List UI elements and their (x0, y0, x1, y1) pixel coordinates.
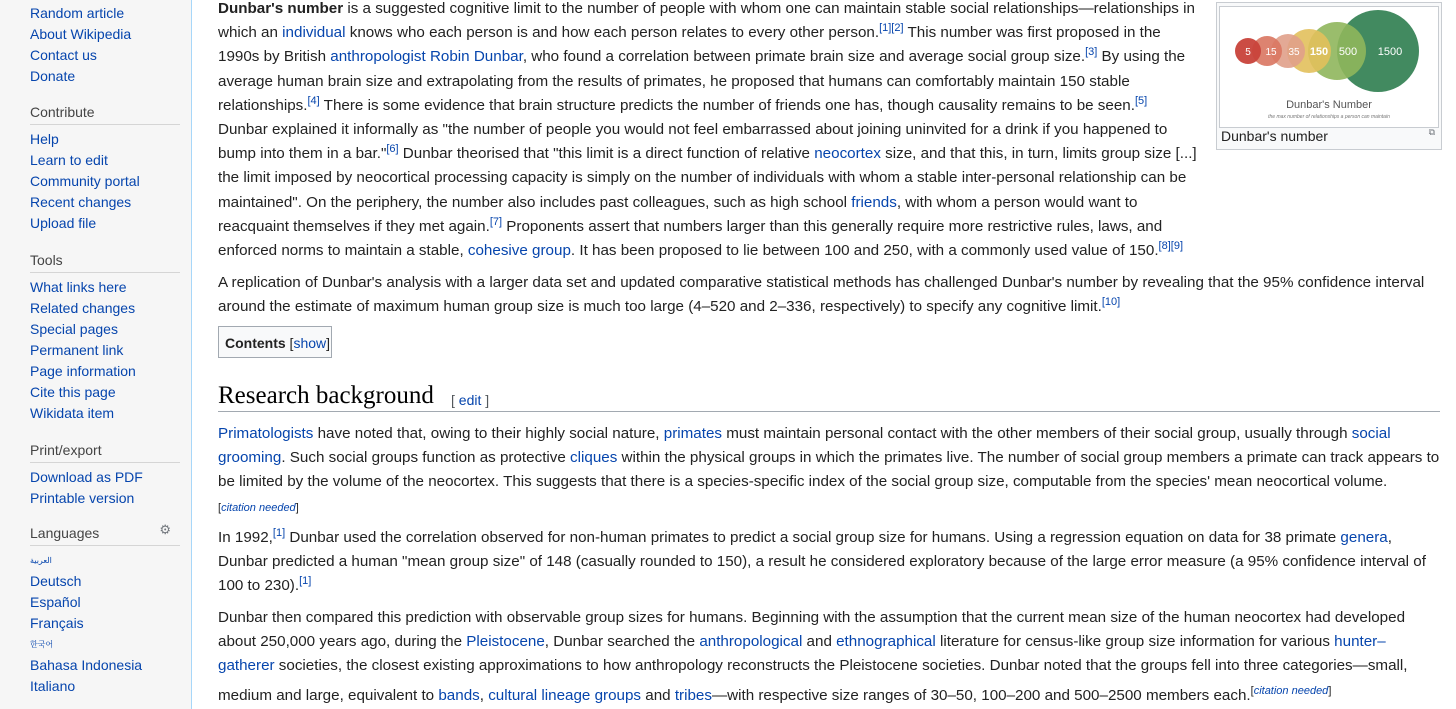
intro-paragraph-2: A replication of Dunbar's analysis with a larger data set and updated comparative statistical methods has challenged Dunbar's number by revealing that the 95% confidence interval around the estimate of maximum human group size is much too large (4–520 and 2–336, respectively) to specify any cognitive limit.[10] (218, 274, 1425, 316)
contribute-heading: Contribute (30, 104, 180, 125)
link-anthropological[interactable]: anthropological (699, 633, 803, 651)
sidebar-item-upload-file[interactable]: Upload file (30, 215, 97, 231)
gear-icon[interactable]: ⚙ (159, 522, 171, 537)
sidebar-item-permanent-link[interactable]: Permanent link (30, 342, 124, 358)
link-primatologists[interactable]: Primatologists (218, 425, 314, 442)
dunbar-number-image[interactable] (1219, 6, 1439, 128)
sidebar-item-lang-espanol[interactable]: Español (30, 594, 81, 610)
tools-heading: Tools (30, 252, 180, 273)
sidebar-item-cite-this-page[interactable]: Cite this page (30, 384, 116, 400)
sidebar-item-lang-arabic[interactable]: العربية (30, 556, 52, 565)
citation-needed: [citation needed] (218, 501, 299, 514)
circle-label: 500 (1338, 46, 1358, 58)
link-primates[interactable]: primates (663, 425, 722, 442)
sidebar-item-special-pages[interactable]: Special pages (30, 321, 118, 337)
citation-needed-2: [citation needed] (1250, 684, 1332, 697)
link-robin-dunbar[interactable]: Robin Dunbar (429, 48, 523, 66)
link-cliques[interactable]: cliques (570, 449, 618, 467)
link-neocortex[interactable]: neocortex (814, 145, 881, 163)
link-pleistocene[interactable]: Pleistocene (466, 633, 545, 651)
section-edit-link[interactable]: edit (458, 392, 482, 408)
link-ethnographical[interactable]: ethnographical (836, 633, 936, 651)
tools-portal (30, 252, 180, 424)
languages-heading (30, 522, 180, 546)
thumbnail-caption: Dunbar's number (1221, 128, 1328, 144)
sidebar-item-printable-version[interactable]: Printable version (30, 490, 135, 506)
research-paragraph-1: Primatologists have noted that, owing to their highly social nature, primates must maintain personal contact with the other members of their social group, usually through social grooming. Such social groups function as protective cliques within the physical groups in which the primates live. The number of social group members a primate can track appears to be limited by the volume of the neocortex. This suggests that there is a species-specific index of the social group size, computable from the species' mean neocortical volume. [citation needed] (218, 425, 1440, 514)
sidebar-item-lang-italiano[interactable]: Italiano (30, 678, 76, 694)
article-content (191, 0, 1456, 709)
research-paragraph-2: In 1992,[1] Dunbar used the correlation observed for non-human primates to predict a social group size for humans. Using a regression equation on data for 38 primate genera, Dunbar predicted a human "mean group size" of 148 (casually rounded to 150), a result he considered exploratory because of the large error measure (a 95% confidence interval of 100 to 230).[1] (218, 527, 1426, 595)
sidebar-item-lang-deutsch[interactable]: Deutsch (30, 573, 82, 589)
link-anthropologist[interactable]: anthropologist (330, 48, 426, 66)
sidebar-item-about[interactable]: About Wikipedia (30, 26, 132, 42)
section-title: Research background (218, 382, 434, 409)
circle-label: 5 (1245, 47, 1251, 58)
circle-label: 150 (1309, 46, 1329, 58)
sidebar-item-page-information[interactable]: Page information (30, 363, 136, 379)
sidebar-item-wikidata-item[interactable]: Wikidata item (30, 405, 115, 421)
sidebar-item-lang-francais[interactable]: Français (30, 615, 84, 631)
sidebar-item-lang-indonesian[interactable]: Bahasa Indonesia (30, 657, 143, 673)
image-title: Dunbar's Number (1286, 99, 1372, 111)
thumbnail-figure (1216, 2, 1442, 150)
link-genera[interactable]: genera (1340, 529, 1388, 546)
circle-label: 1500 (1377, 46, 1403, 58)
intro-paragraph-1: Dunbar's number is a suggested cognitive limit to the number of people with whom one can maintain stable social relationships—relationships in which an individual knows who each person is and how each person relates to every other person.[1][2] This number was first proposed in the 1990s by British anthropologist Robin Dunbar, who found a correlation between primate brain size and average social group size.[3] By using the average human brain size and extrapolating from the results of primates, he proposed that humans can comfortably maintain 150 stable relationships.[4] There is some evidence that brain structure predicts the number of friends one has, though causality remains to be seen.[5] Dunbar explained it informally as "the number of people you would not feel embarrassed about joining uninvited for a drink if you happened to bump into them in a bar."[6] Dunbar theorised that "this limit is a direct function of relative neocortex size, and that this, in turn, limits group size [...] the limit imposed by neocortical processing capacity is simply on the number of individuals with whom a stable inter-personal relationship can be maintained". On the periphery, the number also includes past colleagues, such as high school friends, with whom a person would want to reacquaint themselves if they met again.[7] Proponents assert that numbers larger than this generally require more restrictive rules, laws, and enforced norms to maintain a stable, cohesive group. It has been proposed to lie between 100 and 250, with a commonly used value of 150.[8][9] (218, 0, 1197, 260)
image-subtitle: the max number of relationships a person can maintain (1268, 114, 1390, 120)
table-of-contents: Contents [show] (218, 326, 332, 358)
circle-label: 15 (1265, 47, 1277, 58)
link-hunter-gatherer[interactable]: hunter–gatherer (218, 633, 1386, 675)
sidebar-item-contact[interactable]: Contact us (30, 47, 97, 63)
print-export-portal (30, 442, 180, 509)
languages-heading-label: Languages (30, 525, 100, 541)
sidebar-item-community-portal[interactable]: Community portal (30, 173, 140, 189)
toc-title: Contents (225, 335, 286, 351)
link-friends[interactable]: friends (851, 193, 897, 211)
sidebar-item-random-article[interactable]: Random article (30, 5, 125, 21)
sidebar (0, 0, 191, 709)
link-social-grooming[interactable]: social grooming (218, 425, 1391, 467)
link-bands[interactable]: bands (438, 686, 480, 704)
link-cultural-lineage-groups[interactable]: cultural lineage groups (488, 686, 642, 704)
research-paragraph-3: Dunbar then compared this prediction with observable group sizes for humans. Beginning with the assumption that the current mean size of the human neocortex had developed about 250,000 years ago, during the Pleistocene, Dunbar searched the anthropological and ethnographical literature for census-like group size information for various hunter–gatherer societies, the closest existing approximations to how anthropology reconstructs the Pleistocene societies. Dunbar noted that the groups fell into three categories—small, medium and large, equivalent to bands, cultural lineage groups and tribes—with respective size ranges of 30–50, 100–200 and 500–2500 members each.[citation needed] (218, 609, 1408, 704)
sidebar-item-what-links-here[interactable]: What links here (30, 279, 127, 295)
print-export-heading: Print/export (30, 442, 180, 463)
toc-show-toggle[interactable]: show (293, 335, 327, 351)
magnify-icon[interactable]: ⧉ (1428, 127, 1435, 137)
link-tribes[interactable]: tribes (674, 686, 712, 704)
section-heading (218, 380, 1440, 412)
languages-portal (30, 522, 180, 697)
link-cohesive-group[interactable]: cohesive group (467, 242, 571, 260)
sidebar-item-recent-changes[interactable]: Recent changes (30, 194, 132, 210)
sidebar-item-lang-korean[interactable]: 한국어 (30, 640, 54, 649)
link-individual[interactable]: individual (282, 24, 346, 42)
sidebar-item-help[interactable]: Help (30, 131, 59, 147)
sidebar-item-related-changes[interactable]: Related changes (30, 300, 136, 316)
circle-label: 35 (1288, 47, 1300, 58)
sidebar-item-learn-to-edit[interactable]: Learn to edit (30, 152, 108, 168)
navigation-portal (30, 3, 180, 87)
sidebar-item-download-pdf[interactable]: Download as PDF (30, 469, 143, 485)
contribute-portal (30, 104, 180, 234)
section-edit: [ edit ] (451, 392, 490, 408)
sidebar-item-donate[interactable]: Donate (30, 68, 76, 84)
